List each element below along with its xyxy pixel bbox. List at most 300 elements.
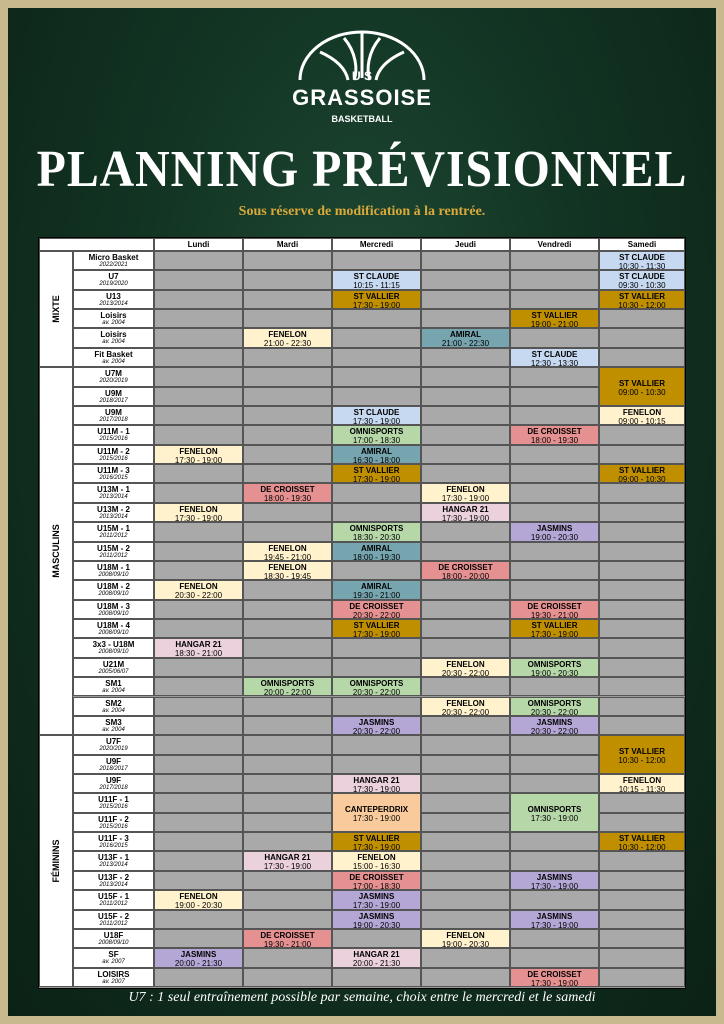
slot-time: 19:45 - 21:00 (263, 552, 312, 561)
empty-slot (599, 697, 685, 716)
slot-time: 17:30 - 19:00 (174, 513, 223, 523)
team-label (73, 251, 154, 270)
team-years: 2011/2012 (99, 901, 128, 908)
team-name: SM1 (105, 679, 122, 689)
slot-venue: DE CROISSET (260, 930, 315, 940)
team-label (73, 270, 154, 289)
training-slot (332, 774, 421, 793)
empty-slot (510, 580, 599, 599)
team-label (73, 813, 154, 832)
empty-slot (421, 968, 510, 987)
empty-slot (510, 561, 599, 580)
training-slot (599, 464, 685, 483)
slot-time: 20:30 - 22:00 (530, 707, 579, 716)
empty-slot (510, 251, 599, 270)
slot-venue: OMNISPORTS (260, 679, 315, 689)
slot-venue: ST VALLIER (531, 621, 578, 631)
training-slot (154, 503, 243, 522)
team-years: 2005/06/07 (98, 668, 129, 675)
empty-slot (243, 251, 332, 270)
empty-slot (599, 677, 685, 696)
team-name: Fit Basket (94, 349, 133, 359)
slot-time: 17:30 - 19:00 (530, 630, 579, 639)
empty-slot (510, 328, 599, 347)
training-slot (510, 871, 599, 890)
team-name: U15M - 2 (97, 543, 130, 553)
team-name: U7F (105, 737, 122, 747)
training-slot (421, 328, 510, 347)
slot-venue: ST CLAUDE (531, 349, 578, 359)
team-name: SM3 (105, 717, 122, 727)
club-logo (8, 22, 716, 142)
training-slot (243, 561, 332, 580)
empty-slot (510, 483, 599, 502)
empty-slot (421, 542, 510, 561)
empty-slot (243, 522, 332, 541)
slot-venue: DE CROISSET (527, 969, 582, 979)
empty-slot (599, 542, 685, 561)
training-slot (510, 619, 599, 638)
slot-venue: CANTEPERDRIX (344, 804, 409, 814)
slot-venue: FENELON (268, 330, 307, 340)
training-slot (332, 716, 421, 735)
team-years: 2018/2017 (99, 765, 128, 772)
group-label-text: MASCULINS (51, 524, 61, 578)
training-slot (332, 832, 421, 851)
empty-slot (421, 464, 510, 483)
slot-venue: JASMINS (180, 950, 217, 960)
team-name: U13F - 1 (97, 853, 130, 863)
slot-time: 21:00 - 22:30 (441, 339, 490, 348)
empty-slot (243, 793, 332, 812)
empty-slot (421, 755, 510, 774)
team-years: 2017/2018 (99, 784, 128, 791)
empty-slot (510, 290, 599, 309)
empty-slot (243, 735, 332, 754)
team-name: LOISIRS (97, 969, 130, 979)
empty-slot (510, 406, 599, 425)
team-label (73, 638, 154, 657)
slot-time: 19:00 - 20:30 (530, 668, 579, 678)
slot-venue: AMIRAL (360, 446, 393, 456)
team-years: 2013/2014 (99, 862, 128, 869)
training-slot (599, 367, 685, 406)
slot-venue: AMIRAL (360, 582, 393, 592)
empty-slot (243, 406, 332, 425)
slot-venue: DE CROISSET (527, 601, 582, 611)
team-name: U9M (105, 407, 122, 417)
team-label (73, 890, 154, 909)
team-years: 2019/2020 (99, 281, 128, 288)
team-label (73, 348, 154, 367)
slot-time: 18:30 - 20:30 (352, 533, 401, 542)
training-slot (332, 425, 421, 444)
training-slot (243, 483, 332, 502)
team-label (73, 929, 154, 948)
team-label (73, 658, 154, 677)
training-slot (599, 406, 685, 425)
empty-slot (510, 890, 599, 909)
slot-time: 20:30 - 22:00 (441, 707, 490, 716)
training-slot (332, 890, 421, 909)
empty-slot (332, 561, 421, 580)
empty-slot (599, 890, 685, 909)
empty-slot (243, 716, 332, 735)
slot-venue: OMNISPORTS (527, 659, 582, 669)
slot-venue: ST VALLIER (618, 746, 666, 756)
team-years: 2013/2014 (99, 881, 128, 888)
slot-time: 17:30 - 19:00 (352, 843, 401, 852)
day-header: Jeudi (421, 238, 510, 251)
footer-note: U7 : 1 seul entraînement possible par semaine, choix entre le mercredi et le samedi (128, 990, 596, 1005)
empty-slot (154, 522, 243, 541)
empty-slot (243, 270, 332, 289)
empty-slot (243, 871, 332, 890)
slot-venue: DE CROISSET (260, 485, 315, 495)
slot-time: 15:00 - 16:30 (352, 862, 401, 871)
empty-slot (154, 367, 243, 386)
training-slot (154, 638, 243, 657)
team-name: U13F - 2 (97, 872, 130, 882)
empty-slot (599, 948, 685, 967)
empty-slot (243, 890, 332, 909)
team-years: 2015/2016 (99, 455, 128, 462)
empty-slot (599, 445, 685, 464)
empty-slot (243, 910, 332, 929)
empty-slot (599, 619, 685, 638)
team-label (73, 600, 154, 619)
slot-venue: DE CROISSET (527, 427, 582, 437)
empty-slot (510, 270, 599, 289)
empty-slot (154, 619, 243, 638)
team-label (73, 464, 154, 483)
training-slot (243, 328, 332, 347)
slot-time: 19:00 - 21:00 (530, 320, 579, 329)
team-name: U13M - 1 (97, 485, 130, 495)
slot-time: 17:30 - 19:00 (352, 630, 401, 639)
team-name: U7M (105, 369, 122, 379)
empty-slot (599, 580, 685, 599)
training-slot (510, 793, 599, 832)
empty-slot (421, 406, 510, 425)
training-slot (243, 929, 332, 948)
slot-time: 17:30 - 19:00 (352, 416, 401, 426)
slot-venue: DE CROISSET (349, 601, 404, 611)
group-label (39, 251, 73, 367)
empty-slot (510, 387, 599, 406)
slot-time: 17:30 - 19:00 (352, 813, 401, 823)
team-label (73, 387, 154, 406)
slot-venue: JASMINS (536, 717, 573, 727)
empty-slot (154, 464, 243, 483)
slot-time: 10:30 - 11:30 (618, 262, 666, 271)
team-years: 2018/2017 (99, 397, 128, 404)
team-label (73, 290, 154, 309)
team-label (73, 948, 154, 967)
empty-slot (510, 929, 599, 948)
empty-slot (421, 619, 510, 638)
team-name: U9F (105, 775, 122, 785)
header-corner (39, 238, 154, 251)
empty-slot (510, 948, 599, 967)
empty-slot (510, 445, 599, 464)
empty-slot (599, 348, 685, 367)
empty-slot (599, 910, 685, 929)
training-slot (599, 735, 685, 774)
empty-slot (332, 638, 421, 657)
slot-venue: HANGAR 21 (175, 640, 222, 650)
team-years: 2013/2014 (99, 494, 128, 501)
empty-slot (154, 735, 243, 754)
slot-venue: FENELON (268, 562, 307, 572)
training-slot (154, 445, 243, 464)
empty-slot (154, 406, 243, 425)
empty-slot (154, 929, 243, 948)
empty-slot (332, 348, 421, 367)
empty-slot (243, 503, 332, 522)
slot-venue: JASMINS (536, 872, 573, 882)
empty-slot (510, 503, 599, 522)
empty-slot (510, 735, 599, 754)
empty-slot (332, 503, 421, 522)
empty-slot (421, 309, 510, 328)
team-label (73, 910, 154, 929)
empty-slot (154, 774, 243, 793)
team-years: 2013/2014 (99, 513, 128, 520)
team-years: 2020/2019 (99, 378, 128, 385)
slot-time: 20:30 - 22:00 (352, 688, 401, 697)
slot-venue: OMNISPORTS (349, 427, 404, 437)
empty-slot (599, 425, 685, 444)
training-slot (599, 290, 685, 309)
empty-slot (421, 270, 510, 289)
training-slot (243, 542, 332, 561)
logo-sport: BASKETBALL (331, 114, 393, 124)
slot-venue: ST VALLIER (618, 466, 666, 476)
slot-venue: ST VALLIER (618, 378, 666, 388)
page-title: PLANNING PRÉVISIONNEL (36, 141, 688, 198)
slot-time: 17:30 - 19:00 (352, 784, 401, 794)
slot-venue: FENELON (268, 543, 307, 553)
training-slot (332, 910, 421, 929)
training-slot (243, 677, 332, 696)
empty-slot (154, 755, 243, 774)
training-slot (154, 890, 243, 909)
team-years: 2011/2012 (99, 920, 128, 927)
empty-slot (421, 348, 510, 367)
team-name: U18M - 4 (97, 621, 130, 631)
training-slot (510, 697, 599, 716)
training-slot (510, 600, 599, 619)
empty-slot (332, 309, 421, 328)
empty-slot (243, 387, 332, 406)
team-label (73, 755, 154, 774)
empty-slot (154, 697, 243, 716)
team-name: U13M - 2 (97, 504, 130, 514)
slot-venue: FENELON (622, 775, 662, 785)
slot-venue: FENELON (446, 698, 485, 708)
slot-time: 18:00 - 19:30 (263, 494, 312, 503)
slot-venue: HANGAR 21 (264, 853, 311, 863)
team-label (73, 542, 154, 561)
empty-slot (154, 600, 243, 619)
empty-slot (243, 619, 332, 638)
empty-slot (243, 290, 332, 309)
slot-time: 09:00 - 10:30 (618, 475, 666, 484)
team-years: 2011/2012 (99, 552, 128, 559)
team-years: av. 2004 (102, 707, 125, 714)
team-label (73, 503, 154, 522)
slot-venue: JASMINS (358, 911, 395, 921)
training-slot (510, 910, 599, 929)
empty-slot (599, 483, 685, 502)
team-name: U9F (105, 756, 122, 766)
empty-slot (421, 290, 510, 309)
slot-venue: AMIRAL (449, 330, 482, 340)
team-years: av. 2007 (102, 959, 125, 966)
slot-time: 10:15 - 11:15 (353, 281, 400, 290)
group-label-text: MIXTE (51, 295, 61, 323)
empty-slot (154, 832, 243, 851)
empty-slot (599, 522, 685, 541)
empty-slot (421, 716, 510, 735)
slot-venue: FENELON (446, 659, 485, 669)
training-slot (510, 716, 599, 735)
slot-venue: FENELON (179, 582, 218, 592)
day-header: Lundi (154, 238, 243, 251)
empty-slot (510, 542, 599, 561)
empty-slot (243, 774, 332, 793)
empty-slot (510, 677, 599, 696)
empty-slot (599, 929, 685, 948)
empty-slot (421, 793, 510, 812)
training-slot (599, 270, 685, 289)
training-slot (599, 832, 685, 851)
empty-slot (243, 580, 332, 599)
slot-venue: OMNISPORTS (349, 679, 404, 689)
slot-time: 17:00 - 18:30 (352, 436, 401, 445)
empty-slot (154, 270, 243, 289)
team-years: 2022/2021 (99, 262, 128, 268)
slot-venue: FENELON (179, 892, 218, 902)
training-slot (510, 425, 599, 444)
empty-slot (421, 910, 510, 929)
slot-venue: ST VALLIER (353, 466, 400, 476)
empty-slot (154, 542, 243, 561)
slot-time: 18:30 - 19:45 (263, 571, 312, 581)
slot-venue: OMNISPORTS (527, 698, 582, 708)
slot-venue: JASMINS (536, 911, 573, 921)
slot-time: 16:30 - 18:00 (352, 455, 401, 465)
empty-slot (421, 580, 510, 599)
training-slot (332, 851, 421, 870)
team-label (73, 367, 154, 386)
team-years: 2017/2018 (99, 416, 128, 423)
empty-slot (154, 328, 243, 347)
team-years: 2013/2014 (99, 300, 128, 307)
slot-time: 10:30 - 12:00 (618, 755, 666, 765)
training-slot (510, 348, 599, 367)
slot-time: 19:00 - 20:30 (174, 901, 223, 910)
empty-slot (243, 948, 332, 967)
day-header: Mardi (243, 238, 332, 251)
slot-time: 17:30 - 19:00 (530, 813, 579, 823)
slot-time: 17:30 - 19:00 (352, 475, 401, 484)
team-years: 2008/09/10 (98, 571, 129, 578)
empty-slot (599, 600, 685, 619)
empty-slot (599, 561, 685, 580)
slot-time: 19:00 - 20:30 (352, 920, 401, 929)
team-label (73, 425, 154, 444)
page-subtitle: Sous réserve de modification à la rentrée. (238, 204, 486, 219)
empty-slot (243, 348, 332, 367)
empty-slot (154, 251, 243, 270)
slot-time: 10:30 - 12:00 (618, 843, 666, 852)
team-name: U18M - 3 (97, 601, 130, 611)
slot-time: 17:30 - 19:00 (441, 513, 490, 523)
schedule-table (38, 237, 686, 989)
team-name: 3x3 - U18M (92, 640, 135, 650)
slot-time: 18:30 - 21:00 (174, 649, 223, 658)
team-name: U11M - 1 (97, 427, 130, 437)
team-years: 2008/09/10 (98, 630, 129, 637)
empty-slot (332, 929, 421, 948)
slot-venue: FENELON (622, 407, 662, 417)
team-years: 2020/2019 (99, 746, 128, 753)
team-name: U15F - 1 (97, 892, 130, 902)
empty-slot (243, 658, 332, 677)
empty-slot (243, 968, 332, 987)
training-slot (421, 483, 510, 502)
empty-slot (154, 309, 243, 328)
empty-slot (510, 832, 599, 851)
slot-venue: FENELON (179, 446, 218, 456)
empty-slot (154, 348, 243, 367)
slot-time: 20:30 - 22:00 (441, 668, 490, 678)
empty-slot (154, 290, 243, 309)
empty-slot (421, 890, 510, 909)
training-slot (332, 445, 421, 464)
training-slot (154, 948, 243, 967)
slot-time: 17:30 - 19:00 (174, 455, 223, 465)
team-label (73, 716, 154, 735)
empty-slot (421, 638, 510, 657)
empty-slot (510, 774, 599, 793)
training-slot (332, 290, 421, 309)
empty-slot (154, 910, 243, 929)
slot-venue: DE CROISSET (349, 872, 404, 882)
day-header: Vendredi (510, 238, 599, 251)
training-slot (421, 658, 510, 677)
team-years: 2015/2016 (99, 436, 128, 443)
team-label (73, 406, 154, 425)
empty-slot (599, 716, 685, 735)
day-header: Samedi (599, 238, 685, 251)
slot-venue: ST CLAUDE (619, 253, 665, 262)
slot-venue: FENELON (357, 853, 396, 863)
slot-venue: ST VALLIER (531, 311, 578, 321)
training-slot (332, 580, 421, 599)
empty-slot (421, 832, 510, 851)
empty-slot (243, 813, 332, 832)
slot-venue: ST VALLIER (618, 834, 666, 844)
slot-venue: ST VALLIER (618, 291, 666, 301)
training-slot (332, 464, 421, 483)
empty-slot (154, 387, 243, 406)
team-label (73, 735, 154, 754)
empty-slot (599, 813, 685, 832)
slot-venue: ST CLAUDE (353, 272, 400, 282)
